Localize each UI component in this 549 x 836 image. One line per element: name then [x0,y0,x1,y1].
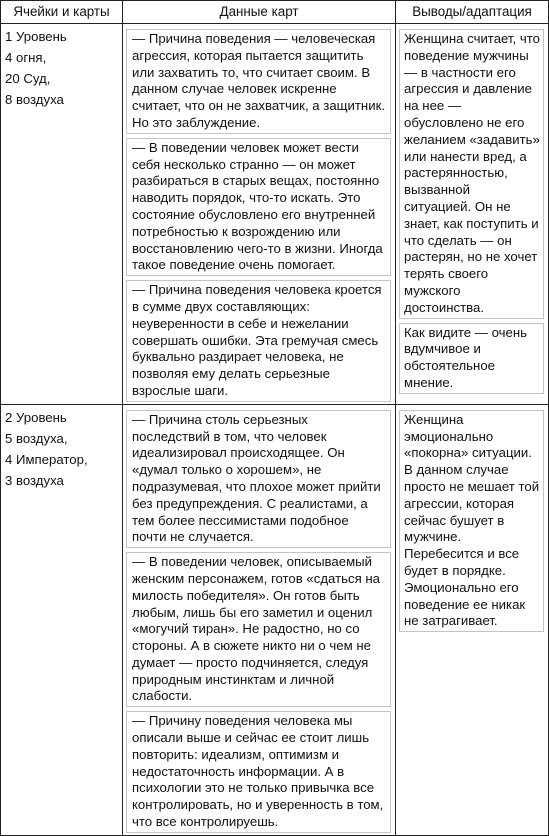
data-paragraph: — В поведении человек, описываемый женским персонажем, готов «сдаться на милость победителя». Он готов быть любым, лишь бы его заметил и оценил «могучий тиран». Не радостно, но со стороны. А в сюжете никто ни о чем не думает — просто подчиняется, следуя природным инстинктам и личной слабости. [126,552,391,707]
conclusion-paragraph: Женщина считает, что поведение мужчины — в частности его агрессия и давление на нее — обусловлено не его желанием «задавить» или нанести вред, а растерянностью, вызванной ситуацией. Он не знает, как поступить и что сделать — он растерян, но не хочет терять своего мужского достоинства. [399,29,544,319]
cards-cell [1,404,123,835]
conclusion-paragraph: Как видите — очень вдумчивое и обстоятельное мнение. [399,323,544,394]
card-line: 8 воздуха [5,91,64,107]
header-cells-and-cards: Ячейки и карты [1,1,123,24]
conclusion-paragraph: Женщина эмоционально «покорна» ситуации. В данном случае просто не мешает той агрессии, которая сейчас бушует в мужчине. Перебесится и все будет в порядке. Эмоционально его поведение ее никак не затрагивает. [399,410,544,632]
header-conclusions: Выводы/адаптация [396,1,549,24]
data-paragraph: — Причина столь серьезных последствий в том, что человек идеализировал происходящее. Он «думал только о хорошем», не подразумевая, что плохое может прийти без предупреждения. С реалистами, а тем более пессимистами подобное почти не случается. [126,410,391,548]
data-paragraph: — Причина поведения человека кроется в сумме двух составляющих: неуверенности в себе и нежелании совершать ошибки. Эта гремучая смесь буквально раздирает человека, не позволяя ему делать серьезные взрослые шаги. [126,280,391,402]
card-data-cell [123,404,396,835]
card-line: 2 Уровень [5,409,67,425]
table-row [1,404,549,835]
card-line: 4 огня, [5,49,47,65]
card-data-cell [123,24,396,405]
data-paragraph: — Причину поведения человека мы описали выше и сейчас ее стоит лишь повторить: идеализм, оптимизм и недостаточность информации. А в психологии это не только привычка все контролировать, но и уверенность в том, что все контролируешь. [126,711,391,833]
header-row [1,1,549,24]
data-paragraph: — Причина поведения — человеческая агрессия, которая пытается защитить или захватить то, что считает своим. В данном случае человек искренне считает, что он не захватчик, а защитник. Но это заблуждение. [126,29,391,134]
card-line: 3 воздуха [5,472,64,488]
card-line: 5 воздуха, [5,430,68,446]
card-line: 20 Суд, [5,70,51,86]
card-line: 1 Уровень [5,29,67,44]
card-line: 4 Император, [5,451,88,467]
header-card-data: Данные карт [123,1,396,24]
conclusion-cell [396,404,549,835]
cards-cell [1,24,123,405]
conclusion-cell [396,24,549,405]
table-row [1,24,549,405]
data-paragraph: — В поведении человек может вести себя несколько странно — он может разбираться в старых вещах, постоянно наводить порядок, что-то искать. Это состояние обусловлено его внутренней потребностью к возрождению или восстановлению чего-то в жизни. Иногда такое поведение очень помогает. [126,138,391,276]
